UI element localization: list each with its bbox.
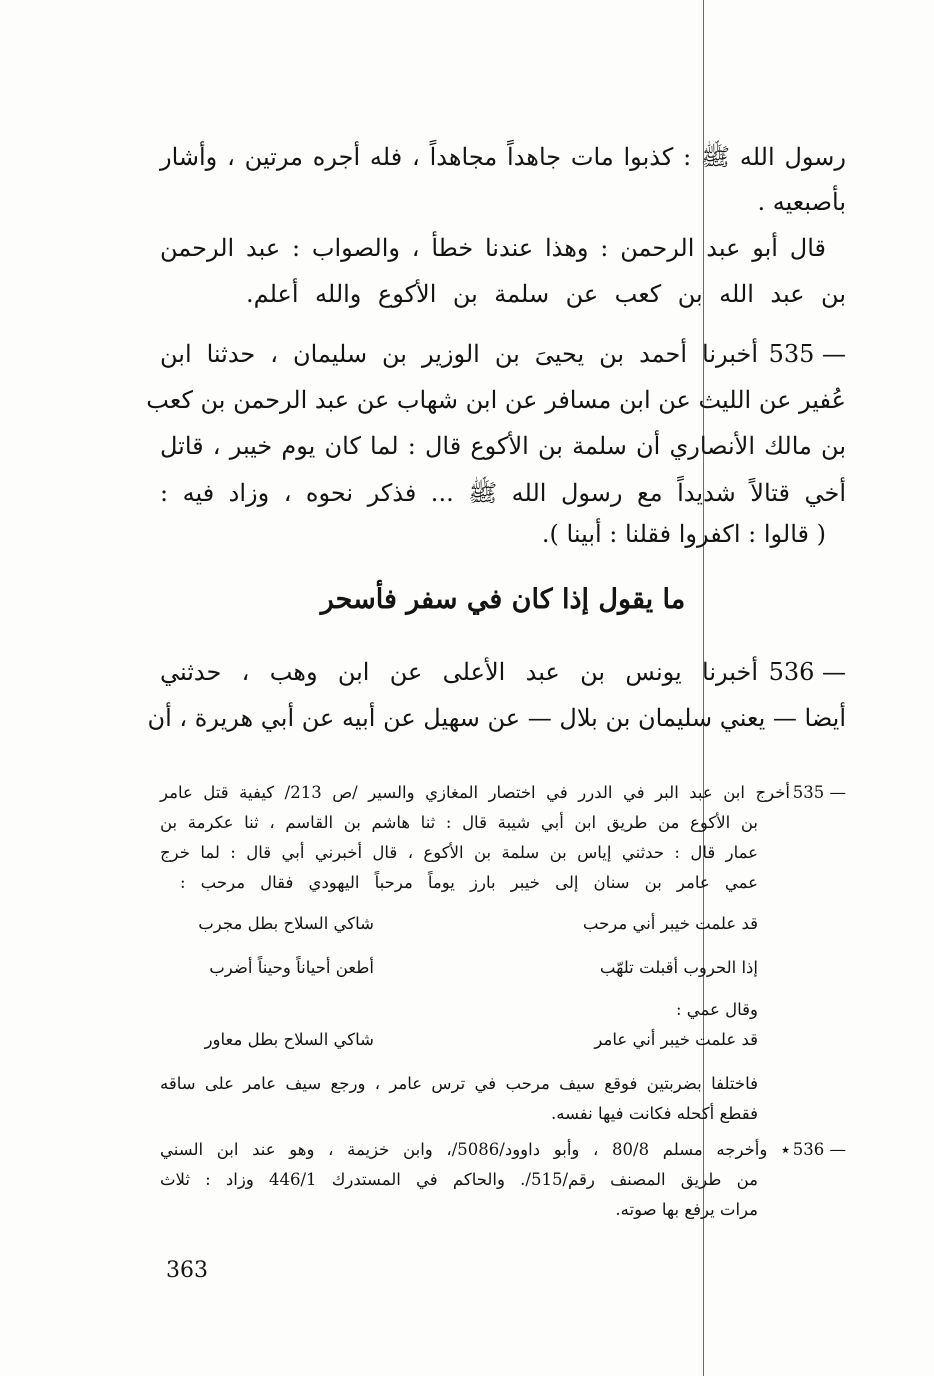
body-line-3: قال أبو عبد الرحمن : وهذا عندنا خطأ ، والصواب : عبد الرحمن	[160, 234, 826, 262]
footnote-535-line-3: عمار قال : حدثني إياس بن سلمة بن الأكوع ، قال أخبرني أبي قال : لما خرج	[160, 843, 758, 862]
footnote-535-line-6: فقطع أكحله فكانت فيها نفسه.	[551, 1104, 758, 1123]
footnote-536-line-3: مرات يرفع بها صوته.	[615, 1200, 758, 1219]
body-line-6: عُفير عن الليث عن ابن مسافر عن ابن شهاب عن عبد الرحمن بن كعب	[146, 386, 846, 414]
hadith-number-535: 535 —	[768, 340, 846, 368]
body-line-7: بن مالك الأنصاري أن سلمة بن الأكوع قال : لما كان يوم خيبر ، قاتل	[160, 432, 846, 460]
verse-2-first-half: إذا الحروب أقبلت تلهّب	[599, 958, 758, 977]
footnote-535-line-4: عمي عامر بن سنان إلى خيبر بارز يوماً مرحباً اليهودي فقال مرحب :	[180, 873, 758, 892]
body-line-9: ( قالوا : اكفروا فقلنا : أبينا ).	[541, 520, 826, 548]
verse-1-second-half: شاكي السلاح بطل مجرب	[198, 914, 374, 933]
footnote-535-line-2: بن الأكوع من طريق ابن أبي شيبة قال : ثنا هاشم بن القاسم ، ثنا عكرمة بن	[160, 813, 758, 832]
verse-3-second-half: شاكي السلاح بطل معاور	[204, 1030, 374, 1049]
hadith-number-536: 536 —	[768, 658, 846, 686]
footnote-536-line-1: ٭ وأخرجه مسلم 80/8 ، وأبو داوود/5086/، وابن خزيمة ، وهو عند ابن السني	[160, 1140, 790, 1159]
footnote-label-535: 535 —	[792, 783, 846, 802]
uncle-said-line: وقال عمي :	[675, 1000, 758, 1019]
verse-3-first-half: قد علمت خيبر أني عامر	[594, 1030, 758, 1049]
body-line-8: أخي قتالاً شديداً مع رسول الله ﷺ ... فذكر نحوه ، وزاد فيه :	[160, 479, 847, 507]
verse-2-second-half: أطعن أحياناً وحيناً أضرب	[209, 958, 374, 977]
footnote-535-line-5: فاختلفا بضربتين فوقع سيف مرحب في ترس عامر ، ورجع سيف عامر على ساقه	[160, 1074, 758, 1093]
body-line-4: بن عبد الله بن كعب عن سلمة بن الأكوع والله أعلم.	[246, 280, 846, 308]
body-line-2: بأصبعيه .	[757, 188, 846, 216]
chapter-heading: ما يقول إذا كان في سفر فأسحر	[320, 584, 686, 615]
body-line-5: أخبرنا أحمد بن يحيىَ بن الوزير بن سليمان ، حدثنا ابن	[160, 340, 758, 368]
body-line-11: أيضا — يعني سليمان بن بلال — عن سهيل عن أبيه عن أبي هريرة ، أن	[147, 704, 846, 732]
verse-1-first-half: قد علمت خيبر أني مرحب	[582, 914, 758, 933]
body-line-1: رسول الله ﷺ : كذبوا مات جاهداً مجاهداً ، فله أجره مرتين ، وأشار	[160, 143, 846, 171]
body-line-10: أخبرنا يونس بن عبد الأعلى عن ابن وهب ، حدثني	[160, 658, 758, 686]
footnote-536-line-2: من طريق المصنف رقم/515/. والحاكم في المستدرك 446/1 وزاد : ثلاث	[160, 1170, 758, 1189]
page-number: 363	[166, 1258, 208, 1283]
footnote-535-line-1: أخرج ابن عبد البر في الدرر في اختصار المغازي والسير /ص 213/ كيفية قتل عامر	[160, 783, 790, 802]
footnote-label-536: 536 —	[792, 1140, 846, 1159]
